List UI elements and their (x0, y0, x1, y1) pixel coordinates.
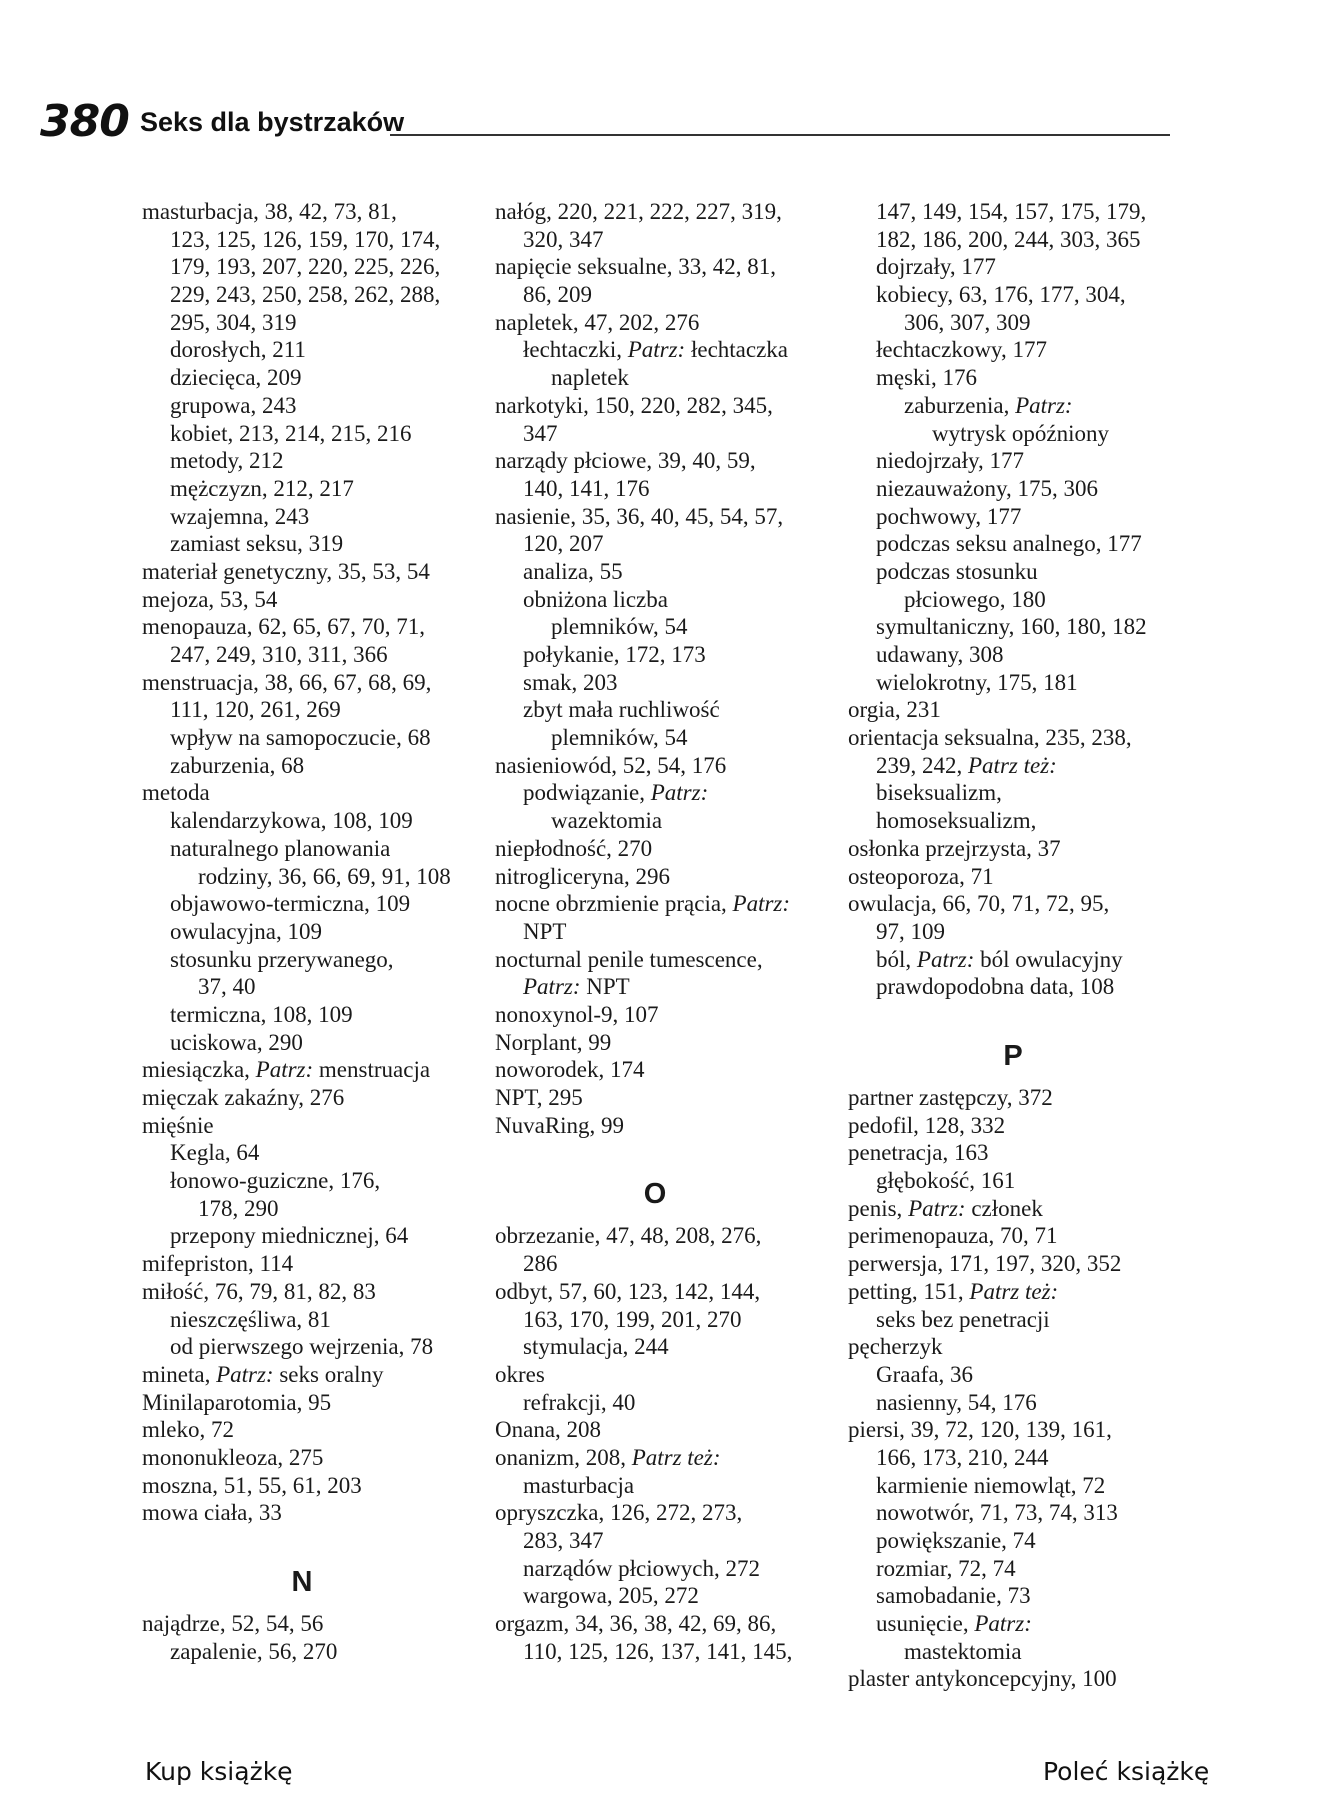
index-subentry: symultaniczny, 160, 180, 182 (876, 614, 1147, 640)
index-subentry: napletek (551, 365, 629, 391)
index-subentry: stosunku przerywanego, (170, 946, 394, 972)
index-subentry: analiza, 55 (523, 558, 623, 584)
index-subentry: zaburzenia, Patrz: (904, 392, 1073, 418)
index-entry: partner zastępczy, 372 (848, 1085, 1053, 1111)
index-subentry: 229, 243, 250, 258, 262, 288, (170, 282, 441, 308)
index-entry: niepłodność, 270 (495, 835, 653, 861)
index-subentry: uciskowa, 290 (170, 1029, 303, 1055)
index-subentry: łechtaczkowy, 177 (876, 337, 1047, 363)
index-entry: nocturnal penile tumescence, (495, 946, 763, 972)
index-subentry: pochwowy, 177 (876, 503, 1022, 529)
index-subentry: zamiast seksu, 319 (170, 531, 344, 557)
book-title: Seks dla bystrzaków (140, 107, 405, 137)
index-entry: okres (495, 1361, 545, 1387)
index-column-1 (142, 198, 472, 1665)
cross-reference-marker: Patrz: (255, 1057, 314, 1083)
index-entry: penis, Patrz: członek (848, 1195, 1043, 1221)
section-spacer (495, 1139, 825, 1167)
index-subentry: refrakcji, 40 (523, 1389, 636, 1415)
index-subentry: plemników, 54 (551, 725, 688, 751)
index-entry: mononukleoza, 275 (142, 1444, 324, 1470)
index-entry: obrzezanie, 47, 48, 208, 276, (495, 1223, 762, 1249)
index-subentry: połykanie, 172, 173 (523, 642, 706, 667)
index-entry: perwersja, 171, 197, 320, 352 (848, 1251, 1122, 1277)
cross-reference-marker: Patrz: (1015, 392, 1073, 418)
cross-reference-marker: Patrz też: (631, 1444, 721, 1470)
index-entry: plaster antykoncepcyjny, 100 (848, 1666, 1117, 1692)
cross-reference-marker: Patrz też: (968, 752, 1057, 778)
section-spacer (142, 1527, 472, 1555)
index-entry: narkotyki, 150, 220, 282, 345, (495, 392, 773, 418)
index-entry: mineta, Patrz: seks oralny (142, 1361, 384, 1387)
section-letter: N (291, 1565, 313, 1598)
index-entry: materiał genetyczny, 35, 53, 54 (142, 558, 430, 584)
index-subentry: niezauważony, 175, 306 (876, 475, 1099, 501)
index-subentry: dziecięca, 209 (170, 365, 302, 391)
index-subentry: podwiązanie, Patrz: (523, 780, 709, 806)
cross-reference-marker: Patrz: (916, 946, 975, 972)
index-subentry: metody, 212 (170, 448, 284, 474)
index-subentry: masturbacja (523, 1472, 635, 1498)
cross-reference-marker: Patrz: (732, 891, 791, 917)
index-entry: orgazm, 34, 36, 38, 42, 69, 86, (495, 1611, 777, 1637)
index-subentry: homoseksualizm, (876, 808, 1037, 834)
index-subentry: 110, 125, 126, 137, 141, 145, (523, 1638, 793, 1664)
index-subentry: 163, 170, 199, 201, 270 (523, 1306, 742, 1332)
index-subentry: nowotwór, 71, 73, 74, 313 (876, 1500, 1118, 1526)
index-entry: odbyt, 57, 60, 123, 142, 144, (495, 1278, 761, 1304)
index-entry: mięczak zakaźny, 276 (142, 1085, 345, 1110)
index-subentry: karmienie niemowląt, 72 (876, 1472, 1106, 1498)
index-entry: perimenopauza, 70, 71 (848, 1223, 1058, 1249)
index-entry: orgia, 231 (848, 697, 941, 723)
index-subentry: głębokość, 161 (876, 1168, 1016, 1194)
index-subentry: przepony miednicznej, 64 (170, 1223, 409, 1249)
index-entry: nocne obrzmienie prącia, Patrz: (495, 891, 791, 917)
index-subentry: 111, 120, 261, 269 (170, 697, 341, 723)
index-entry: mifepriston, 114 (142, 1251, 294, 1277)
index-subentry: rozmiar, 72, 74 (876, 1555, 1016, 1581)
index-subentry: grupowa, 243 (170, 392, 297, 418)
index-subentry: łechtaczki, Patrz: łechtaczka (523, 337, 788, 363)
index-column-2 (495, 198, 825, 1665)
index-subentry: narządów płciowych, 272 (523, 1555, 760, 1581)
index-subentry: owulacyjna, 109 (170, 918, 323, 944)
cross-reference-marker: Patrz: (974, 1611, 1032, 1637)
index-subentry: 166, 173, 210, 244 (876, 1444, 1049, 1470)
index-subentry: nasienny, 54, 176 (876, 1389, 1037, 1415)
index-subentry: zbyt mała ruchliwość (523, 697, 720, 723)
index-subentry: zaburzenia, 68 (170, 752, 305, 778)
index-entry: petting, 151, Patrz też: (848, 1278, 1059, 1304)
index-subentry: wazektomia (551, 808, 663, 834)
index-subentry: objawowo-termiczna, 109 (170, 891, 411, 917)
index-subentry: termiczna, 108, 109 (170, 1001, 353, 1027)
index-entry: najądrze, 52, 54, 56 (142, 1611, 324, 1637)
index-subentry: obniżona liczba (523, 586, 668, 612)
cross-reference-marker: Patrz: (523, 974, 581, 1000)
index-subentry: Graafa, 36 (876, 1361, 974, 1387)
index-subentry: usunięcie, Patrz: (876, 1611, 1032, 1637)
index-entry: nonoxynol-9, 107 (495, 1001, 659, 1027)
index-entry: pęcherzyk (848, 1334, 943, 1360)
index-subentry: 320, 347 (523, 226, 604, 252)
index-subentry: nieszczęśliwa, 81 (170, 1306, 331, 1332)
index-subentry: podczas seksu analnego, 177 (876, 531, 1142, 557)
index-entry: mejoza, 53, 54 (142, 586, 278, 612)
index-subentry: NPT (523, 918, 567, 944)
index-entry: Norplant, 99 (495, 1029, 612, 1055)
index-subentry: biseksualizm, (876, 780, 1002, 806)
index-entry: mleko, 72 (142, 1417, 234, 1443)
index-entry: napletek, 47, 202, 276 (495, 309, 700, 335)
index-entry: masturbacja, 38, 42, 73, 81, (142, 199, 397, 224)
index-subentry: Kegla, 64 (170, 1140, 260, 1166)
index-subentry: seks bez penetracji (876, 1306, 1050, 1332)
index-subentry: rodziny, 36, 66, 69, 91, 108 (198, 863, 451, 889)
index-subentry: 37, 40 (198, 974, 256, 1000)
index-entry: osteoporoza, 71 (848, 863, 994, 889)
index-entry: noworodek, 174 (495, 1057, 645, 1083)
index-subentry: 295, 304, 319 (170, 309, 297, 335)
index-subentry: zapalenie, 56, 270 (170, 1638, 338, 1664)
index-subentry: męski, 176 (876, 365, 977, 391)
index-subentry: 123, 125, 126, 159, 170, 174, (170, 226, 441, 252)
index-entry: pedofil, 128, 332 (848, 1112, 1006, 1138)
index-entry: onanizm, 208, Patrz też: (495, 1444, 721, 1470)
index-subentry: wargowa, 205, 272 (523, 1583, 699, 1609)
index-entry: mięśnie (142, 1112, 214, 1138)
index-subentry: prawdopodobna data, 108 (876, 974, 1115, 1000)
index-subentry: kalendarzykowa, 108, 109 (170, 808, 413, 834)
index-subentry: podczas stosunku (876, 558, 1038, 584)
index-entry: owulacja, 66, 70, 71, 72, 95, (848, 891, 1110, 917)
index-entry: Onana, 208 (495, 1417, 602, 1443)
index-subentry: ból, Patrz: ból owulacyjny (876, 946, 1123, 972)
index-subentry: 179, 193, 207, 220, 225, 226, (170, 254, 441, 280)
page-number: 380 (40, 96, 129, 147)
index-entry: mowa ciała, 33 (142, 1500, 282, 1526)
index-subentry: 120, 207 (523, 531, 604, 557)
index-entry: nasieniowód, 52, 54, 176 (495, 752, 727, 778)
index-subentry: 306, 307, 309 (904, 309, 1031, 335)
index-entry: penetracja, 163 (848, 1140, 989, 1166)
header-rule (390, 134, 1170, 136)
cross-reference-marker: Patrz: (627, 337, 686, 363)
index-entry: miesiączka, Patrz: menstruacja (142, 1057, 431, 1083)
index-subentry: 97, 109 (876, 918, 945, 944)
index-entry: menopauza, 62, 65, 67, 70, 71, (142, 614, 425, 640)
index-entry: metoda (142, 780, 210, 806)
recommend-book-link[interactable]: Poleć książkę (1043, 1757, 1210, 1786)
index-entry: nałóg, 220, 221, 222, 227, 319, (495, 199, 782, 224)
index-entry: nitrogliceryna, 296 (495, 863, 671, 889)
buy-book-link[interactable]: Kup książkę (145, 1757, 293, 1786)
index-entry: opryszczka, 126, 272, 273, (495, 1500, 743, 1526)
index-subentry: wytrysk opóźniony (932, 420, 1109, 446)
page-header (40, 98, 1170, 146)
index-subentry: samobadanie, 73 (876, 1583, 1031, 1609)
index-entry: menstruacja, 38, 66, 67, 68, 69, (142, 669, 432, 695)
index-column-3 (848, 198, 1188, 1693)
index-subentry: 286 (523, 1251, 558, 1277)
index-subentry: 140, 141, 176 (523, 475, 650, 501)
index-entry: nasienie, 35, 36, 40, 45, 54, 57, (495, 503, 784, 529)
index-subentry: Patrz: NPT (523, 974, 630, 1000)
cross-reference-marker: Patrz: (216, 1361, 274, 1387)
index-subentry: 283, 347 (523, 1528, 604, 1554)
index-subentry: 347 (523, 420, 558, 446)
index-entry: piersi, 39, 72, 120, 139, 161, (848, 1417, 1112, 1443)
index-subentry: dorosłych, 211 (170, 337, 306, 363)
index-entry: Minilaparotomia, 95 (142, 1389, 332, 1415)
section-letter: O (643, 1178, 667, 1211)
section-letter: P (1003, 1039, 1023, 1072)
index-entry: miłość, 76, 79, 81, 82, 83 (142, 1278, 376, 1304)
index-subentry: płciowego, 180 (904, 586, 1046, 612)
index-subentry: 147, 149, 154, 157, 175, 179, (876, 199, 1147, 224)
index-subentry: 86, 209 (523, 282, 592, 308)
index-subentry: udawany, 308 (876, 642, 1004, 667)
index-subentry: powiększanie, 74 (876, 1528, 1036, 1554)
index-subentry: smak, 203 (523, 669, 618, 695)
index-entry: osłonka przejrzysta, 37 (848, 835, 1061, 861)
cross-reference-marker: Patrz: (650, 780, 709, 806)
index-subentry: 182, 186, 200, 244, 303, 365 (876, 226, 1141, 252)
index-subentry: niedojrzały, 177 (876, 448, 1024, 474)
index-subentry: stymulacja, 244 (523, 1334, 669, 1360)
cross-reference-marker: Patrz też: (969, 1278, 1059, 1304)
index-subentry: 178, 290 (198, 1195, 279, 1221)
index-subentry: mastektomia (904, 1638, 1022, 1664)
index-subentry: wpływ na samopoczucie, 68 (170, 725, 431, 751)
index-subentry: 239, 242, Patrz też: (876, 752, 1057, 778)
index-entry: NPT, 295 (495, 1085, 583, 1110)
index-subentry: mężczyzn, 212, 217 (170, 475, 354, 501)
index-subentry: kobiet, 213, 214, 215, 216 (170, 420, 412, 446)
index-entry: orientacja seksualna, 235, 238, (848, 725, 1132, 751)
index-subentry: 247, 249, 310, 311, 366 (170, 642, 388, 667)
index-entry: NuvaRing, 99 (495, 1112, 625, 1138)
section-spacer (848, 1001, 1188, 1029)
index-entry: narządy płciowe, 39, 40, 59, (495, 448, 756, 474)
index-entry: moszna, 51, 55, 61, 203 (142, 1472, 362, 1498)
index-subentry: plemników, 54 (551, 614, 688, 640)
index-subentry: wielokrotny, 175, 181 (876, 669, 1078, 695)
index-subentry: od pierwszego wejrzenia, 78 (170, 1334, 434, 1360)
index-entry: napięcie seksualne, 33, 42, 81, (495, 254, 777, 280)
index-subentry: wzajemna, 243 (170, 503, 310, 529)
index-subentry: naturalnego planowania (170, 835, 391, 861)
cross-reference-marker: Patrz: (908, 1195, 966, 1221)
index-subentry: dojrzały, 177 (876, 254, 996, 280)
index-subentry: łonowo-guziczne, 176, (170, 1168, 381, 1194)
index-subentry: kobiecy, 63, 176, 177, 304, (876, 282, 1126, 308)
